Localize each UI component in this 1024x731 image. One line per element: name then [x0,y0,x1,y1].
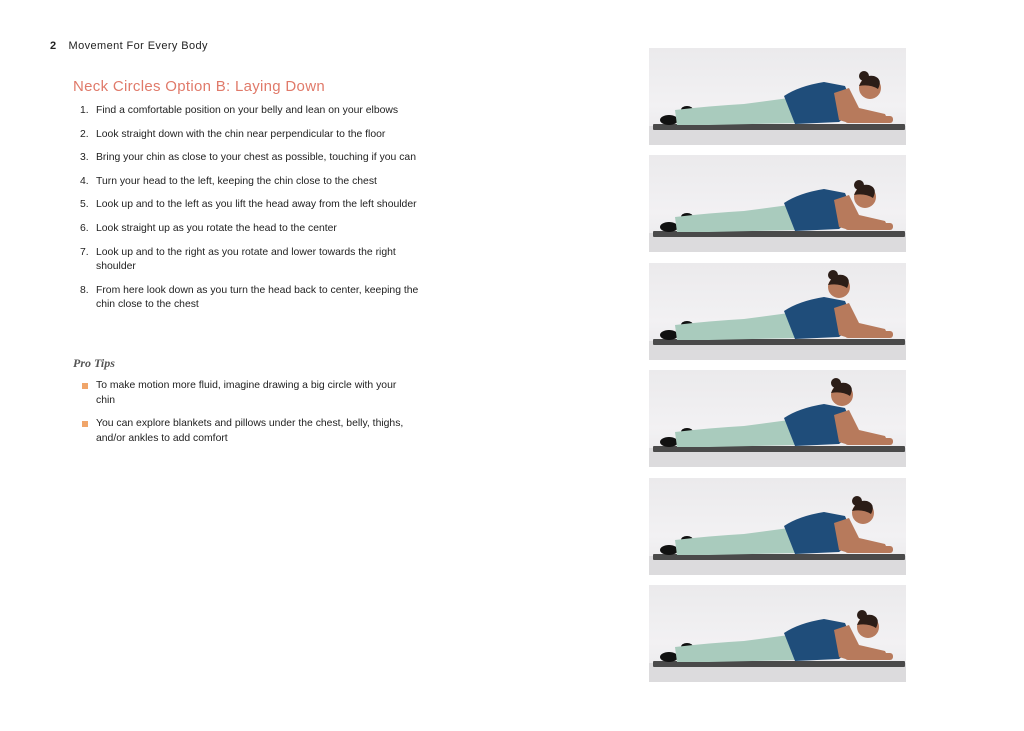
forearm [845,116,893,123]
step-number: 5. [80,199,89,211]
tip-text: You can explore blankets and pillows under the chest, belly, thighs, and/or ankles to add comfort [96,418,404,444]
pose-photo-5 [649,478,906,575]
pants [675,528,797,555]
pants [675,98,797,125]
step-text: Look straight up as you rotate the head to the center [96,222,337,234]
step-item [80,198,420,213]
step-number: 2. [80,128,89,140]
forearm [845,653,893,660]
step-item [80,222,420,237]
pants [675,313,797,340]
step-item [80,175,420,190]
hair-bun [857,610,867,620]
square-bullet-icon [82,421,88,427]
forearm [845,223,893,230]
square-bullet-icon [82,383,88,389]
step-text: Find a comfortable position on your belly and lean on your elbows [96,105,399,116]
step-item [80,104,420,119]
pro-tips-list [82,379,417,446]
sock-left [660,222,678,232]
figure-illustration [649,155,906,252]
step-number: 1. [80,105,89,116]
figure-illustration [649,48,906,145]
step-item [80,284,420,313]
hair-bun [852,496,862,506]
step-number: 6. [80,222,89,234]
section-heading: Neck Circles Option B: Laying Down [73,78,325,95]
step-number: 3. [80,152,89,164]
running-header [50,40,208,52]
hair-bun [831,378,841,388]
step-item [80,151,420,166]
tip-text: To make motion more fluid, imagine drawing a big circle with your chin [96,380,397,406]
forearm [845,438,893,445]
pants [675,420,797,447]
figure-illustration [649,585,906,682]
sock-left [660,652,678,662]
pose-photo-6 [649,585,906,682]
pose-photo-1 [649,48,906,145]
step-text: Look up and to the left as you lift the head away from the left shoulder [96,199,417,211]
step-text: Bring your chin as close to your chest as possible, touching if you can [96,152,416,164]
page-number: 2 [50,40,57,52]
step-number: 8. [80,284,89,296]
tip-item [82,379,417,408]
step-item [80,128,420,143]
sock-left [660,545,678,555]
sock-left [660,330,678,340]
tip-item [82,417,417,446]
step-text: Turn your head to the left, keeping the chin close to the chest [96,175,377,187]
hair-bun [854,180,864,190]
pose-photo-4 [649,370,906,467]
figure-illustration [649,370,906,467]
sock-left [660,115,678,125]
hair-bun [828,270,838,280]
forearm [845,331,893,338]
pose-photo-3 [649,263,906,360]
figure-illustration [649,478,906,575]
hair-bun [859,71,869,81]
figure-illustration [649,263,906,360]
step-text: From here look down as you turn the head back to center, keeping the chin close to the chest [96,284,419,311]
book-title: Movement For Every Body [68,40,208,52]
pro-tips-title: Pro Tips [73,356,115,370]
step-text: Look straight down with the chin near perpendicular to the floor [96,128,386,140]
step-text: Look up and to the right as you rotate and lower towards the right shoulder [96,246,396,273]
pose-photo-2 [649,155,906,252]
steps-list [80,104,420,313]
pants [675,635,797,662]
forearm [845,546,893,553]
step-number: 7. [80,246,89,258]
step-number: 4. [80,175,89,187]
step-item [80,246,420,275]
pants [675,205,797,232]
sock-left [660,437,678,447]
